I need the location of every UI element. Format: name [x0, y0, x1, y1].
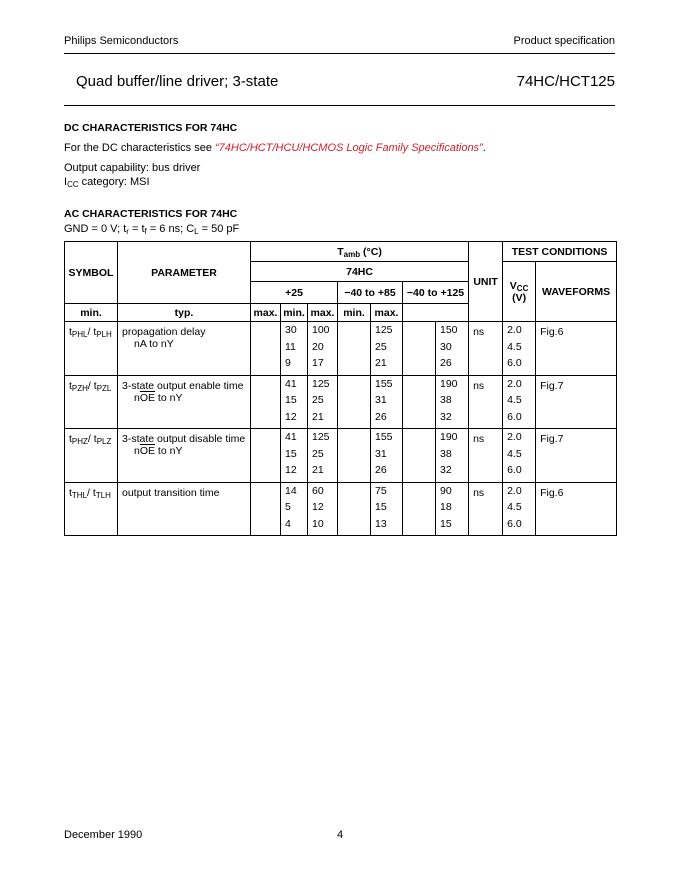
- col-max-125: max.: [371, 304, 403, 322]
- symbol-cell: [65, 375, 118, 429]
- symbol-a: t: [69, 326, 72, 338]
- value: 6.0: [507, 464, 522, 476]
- value: 190: [440, 377, 458, 390]
- col-max-85: max.: [308, 304, 338, 322]
- header-rule: [64, 53, 615, 54]
- value: 10: [312, 517, 324, 530]
- family-spec-link[interactable]: “74HC/HCT/HCU/HCMOS Logic Family Specifications”: [215, 142, 483, 154]
- value: 155: [375, 377, 393, 390]
- header-doc-type: Product specification: [513, 35, 615, 47]
- value: 32: [440, 410, 452, 423]
- cond-mid2: = 6 ns; C: [146, 223, 195, 235]
- value: 12: [285, 464, 297, 476]
- value: 26: [375, 410, 387, 423]
- ac-heading: AC CHARACTERISTICS FOR 74HC: [64, 208, 238, 220]
- value: 15: [375, 501, 387, 513]
- max-125-cell: [436, 429, 469, 483]
- value: 25: [375, 340, 387, 353]
- value: 25: [312, 394, 324, 406]
- max-125-cell: [436, 322, 469, 376]
- min-25-cell: [251, 322, 281, 376]
- col-typ-25: typ.: [118, 304, 251, 322]
- col-min-125: min.: [338, 304, 371, 322]
- path-pre: n: [134, 445, 140, 457]
- symbol-b-sub: PLH: [96, 330, 112, 339]
- path-post: to nY: [155, 391, 183, 404]
- value: 41: [285, 431, 297, 443]
- symbol-a-sub: PZH: [71, 383, 88, 393]
- max-25-cell: [308, 429, 338, 483]
- tamb-unit: (°C): [360, 245, 382, 258]
- cond-gnd: GND = 0 V; t: [64, 223, 127, 235]
- value: 30: [285, 324, 297, 336]
- value: 12: [312, 501, 324, 513]
- title-rule: [64, 105, 615, 106]
- path-overline: $\overline{OE}$: [139, 445, 156, 457]
- min-85-cell: [338, 322, 371, 376]
- col-temp-25: +25: [251, 282, 338, 304]
- col-min-25: min.: [65, 304, 118, 322]
- path-pre: n: [134, 391, 140, 404]
- max-25-cell: [308, 482, 338, 536]
- value: 190: [440, 431, 458, 443]
- dc-intro: [64, 142, 486, 154]
- max-125-cell: [436, 375, 469, 429]
- dc-heading: DC CHARACTERISTICS FOR 74HC: [64, 122, 238, 134]
- value: 21: [312, 410, 324, 423]
- unit-cell: ns: [469, 375, 503, 429]
- ac-conditions: [64, 223, 239, 235]
- value: 38: [440, 394, 452, 406]
- symbol-b: t: [93, 326, 97, 338]
- symbol-b: t: [92, 486, 96, 499]
- min-125-cell: [403, 429, 436, 483]
- col-test-conditions: TEST CONDITIONS: [503, 242, 617, 262]
- typ-25-cell: [281, 322, 308, 376]
- symbol-b: t: [93, 379, 97, 392]
- symbol-cell: [65, 322, 118, 376]
- value: 26: [440, 357, 452, 369]
- min-25-cell: [251, 482, 281, 536]
- col-min-85: min.: [281, 304, 308, 322]
- col-tamb: [251, 242, 469, 262]
- symbol-sep: /: [87, 326, 94, 338]
- path-overline: $\overline{OE}$: [139, 391, 156, 404]
- value: 60: [312, 484, 324, 497]
- value: 6.0: [507, 357, 522, 369]
- cond-cl-sub: L: [194, 227, 199, 236]
- unit-cell: ns: [469, 429, 503, 483]
- symbol-b-sub: PLZ: [96, 437, 112, 446]
- value: 21: [375, 357, 387, 369]
- col-symbol: SYMBOL: [65, 242, 118, 304]
- max-85-cell: [371, 322, 403, 376]
- value: 100: [312, 324, 330, 336]
- value: 90: [440, 484, 452, 497]
- symbol-a-sub: PHL: [71, 330, 88, 339]
- value: 20: [312, 340, 324, 353]
- waveform-cell: Fig.6: [536, 482, 617, 536]
- typ-25-cell: [281, 375, 308, 429]
- col-parameter: PARAMETER: [118, 242, 251, 304]
- min-25-cell: [251, 429, 281, 483]
- value: 155: [375, 431, 393, 443]
- vcc-cell: [503, 375, 536, 429]
- value: 150: [440, 324, 458, 336]
- parameter-text: 3-state output disable time: [122, 433, 246, 445]
- min-125-cell: [403, 482, 436, 536]
- value: 2.0: [507, 431, 522, 443]
- value: 38: [440, 447, 452, 460]
- col-waveforms: WAVEFORMS: [536, 262, 617, 322]
- waveform-cell: Fig.6: [536, 322, 617, 376]
- symbol-a-sub: THL: [71, 490, 88, 500]
- parameter-text: propagation delay: [122, 326, 206, 338]
- page-title: Quad buffer/line driver; 3-state: [76, 73, 279, 90]
- vcc-cell: [503, 322, 536, 376]
- value: 9: [285, 357, 291, 369]
- value: 75: [375, 484, 387, 497]
- symbol-sep: /: [87, 433, 94, 445]
- symbol-sep: /: [87, 486, 93, 499]
- value: 15: [285, 447, 297, 460]
- icc-category-text: category: MSI: [78, 176, 150, 188]
- value: 14: [285, 484, 297, 497]
- typ-25-cell: [281, 482, 308, 536]
- value: 31: [375, 394, 387, 406]
- max-85-cell: [371, 429, 403, 483]
- symbol-b-sub: TLH: [95, 490, 111, 500]
- value: 11: [285, 340, 296, 353]
- max-85-cell: [371, 482, 403, 536]
- min-85-cell: [338, 429, 371, 483]
- value: 125: [312, 377, 330, 390]
- ac-characteristics-table: [64, 241, 617, 536]
- symbol-b: t: [93, 433, 97, 445]
- min-85-cell: [338, 482, 371, 536]
- part-number: 74HC/HCT125: [516, 73, 615, 90]
- cond-tr-sub: r: [126, 227, 129, 236]
- typ-25-cell: [281, 429, 308, 483]
- unit-cell: ns: [469, 322, 503, 376]
- symbol-a: t: [69, 486, 72, 499]
- tamb-sub: amb: [343, 249, 361, 259]
- value: 6.0: [507, 410, 522, 423]
- value: 4.5: [507, 340, 522, 353]
- symbol-b-sub: PZL: [96, 383, 112, 393]
- symbol-a-sub: PHZ: [71, 437, 88, 446]
- value: 41: [285, 377, 297, 390]
- table-row: [65, 482, 617, 536]
- value: 2.0: [507, 377, 522, 390]
- value: 12: [285, 410, 297, 423]
- tamb-main: T: [337, 245, 344, 258]
- footer-date: December 1990: [64, 829, 143, 841]
- cond-tf-sub: f: [144, 227, 147, 236]
- value: 6.0: [507, 517, 522, 530]
- value: 15: [440, 517, 452, 530]
- value: 21: [312, 464, 324, 476]
- value: 4: [285, 517, 291, 530]
- col-max-25: max.: [251, 304, 281, 322]
- min-85-cell: [338, 375, 371, 429]
- path-post: to nY: [155, 445, 183, 457]
- waveform-cell: Fig.7: [536, 429, 617, 483]
- cond-end: = 50 pF: [198, 223, 240, 235]
- parameter-path: [122, 338, 246, 350]
- table-row: [65, 375, 617, 429]
- max-25-cell: [308, 322, 338, 376]
- col-temp-125: −40 to +125: [403, 282, 469, 304]
- value: 18: [440, 501, 452, 513]
- vcc-main: V: [509, 279, 517, 292]
- icc-category: [64, 176, 150, 188]
- value: 4.5: [507, 447, 522, 460]
- symbol-sep: /: [87, 379, 94, 392]
- icc-label: I: [64, 176, 68, 188]
- value: 32: [440, 464, 452, 476]
- value: 4.5: [507, 501, 522, 513]
- table-row: [65, 429, 617, 483]
- max-125-cell: [436, 482, 469, 536]
- unit-cell: ns: [469, 482, 503, 536]
- waveform-cell: Fig.7: [536, 375, 617, 429]
- dc-intro-prefix: For the DC characteristics see: [64, 142, 215, 154]
- symbol-cell: [65, 482, 118, 536]
- symbol-cell: [65, 429, 118, 483]
- dc-intro-suffix: .: [482, 142, 486, 154]
- value: 125: [312, 431, 330, 443]
- col-74hc: 74HC: [251, 262, 469, 282]
- parameter-path: [122, 392, 246, 404]
- cond-mid: = t: [128, 223, 145, 235]
- path-pre: nA to nY: [134, 338, 174, 350]
- value: 2.0: [507, 484, 522, 497]
- min-125-cell: [403, 322, 436, 376]
- parameter-text: 3-state output enable time: [122, 379, 244, 392]
- parameter-cell: [118, 322, 251, 376]
- parameter-path: [122, 445, 246, 457]
- value: 26: [375, 464, 387, 476]
- max-25-cell: [308, 375, 338, 429]
- parameter-cell: [118, 429, 251, 483]
- parameter-cell: [118, 482, 251, 536]
- vcc-cell: [503, 429, 536, 483]
- value: 30: [440, 340, 452, 353]
- header-company: Philips Semiconductors: [64, 35, 179, 47]
- value: 25: [312, 447, 324, 460]
- min-125-cell: [403, 375, 436, 429]
- value: 125: [375, 324, 393, 336]
- col-unit: UNIT: [469, 242, 503, 322]
- parameter-text: output transition time: [122, 486, 220, 499]
- value: 2.0: [507, 324, 522, 336]
- value: 17: [312, 357, 324, 369]
- output-capability: Output capability: bus driver: [64, 162, 201, 174]
- page-number: 4: [337, 829, 344, 841]
- symbol-a: t: [69, 379, 72, 392]
- vcc-cell: [503, 482, 536, 536]
- vcc-unit: (V): [512, 291, 527, 304]
- symbol-a: t: [69, 433, 72, 445]
- col-vcc: [503, 262, 536, 322]
- value: 15: [285, 394, 297, 406]
- parameter-cell: [118, 375, 251, 429]
- icc-label-sub: CC: [67, 180, 79, 189]
- value: 5: [285, 501, 291, 513]
- min-25-cell: [251, 375, 281, 429]
- col-temp-85: −40 to +85: [338, 282, 403, 304]
- max-85-cell: [371, 375, 403, 429]
- vcc-sub: CC: [516, 283, 529, 293]
- value: 4.5: [507, 394, 522, 406]
- table-row: [65, 322, 617, 376]
- value: 13: [375, 517, 387, 530]
- value: 31: [375, 447, 387, 460]
